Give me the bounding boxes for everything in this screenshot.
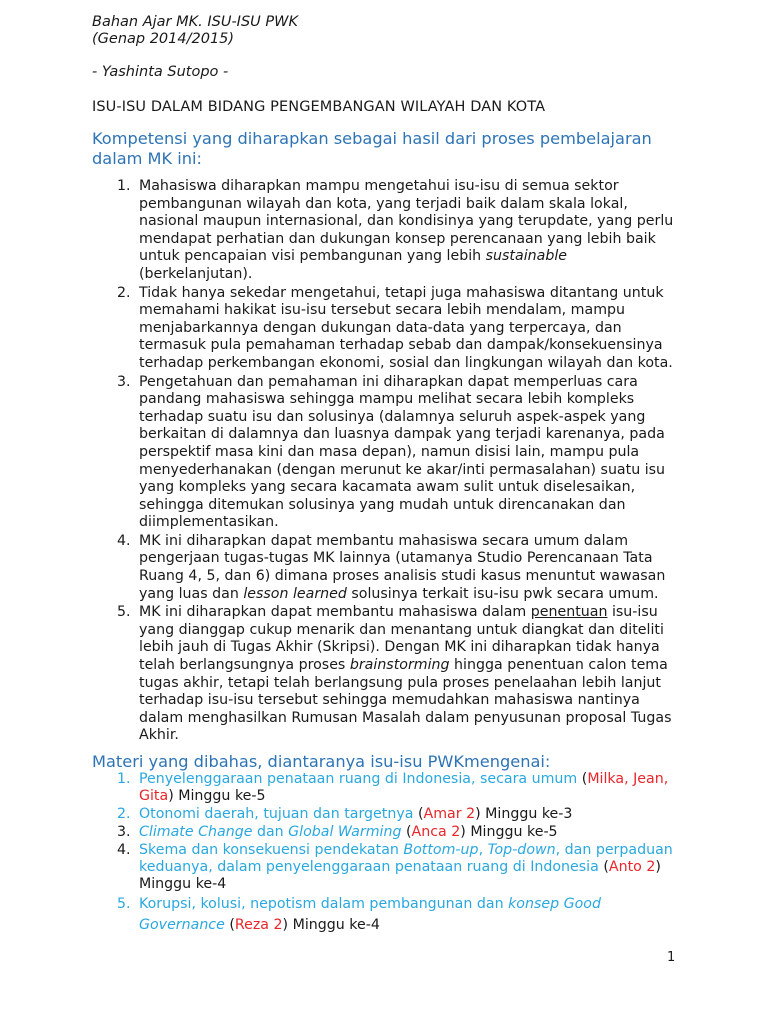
list-number: 1. <box>117 178 131 194</box>
presenter-names: Reza 2 <box>234 917 283 934</box>
list-number: 1. <box>117 771 131 787</box>
topic-text-italic: Top-down <box>487 841 556 858</box>
list-item <box>92 533 684 603</box>
item-text-italic: brainstorming <box>349 657 450 674</box>
topic-text-italic: Global Warming <box>288 823 402 840</box>
item-text: (berkelanjutan). <box>139 265 253 282</box>
document-title: ISU-ISU DALAM BIDANG PENGEMBANGAN WILAYAH DAN KOTA <box>92 99 546 115</box>
header-semester: (Genap 2014/2015) <box>92 31 235 47</box>
list-item: 3. Climate Change dan Global Warming (Anca 2) Minggu ke-5 <box>117 823 558 840</box>
item-text: Mahasiswa diharapkan mampu mengetahui isu-isu di semua sektor pembangunan wilayah dan kota, yang terjadi baik dalam skala lokal, nasional maupun internasional, dan kondisinya yang terupdate, yang perlu mendapat perhatian dan dukungan konsep perencanaan yang lebih baik untuk pencapaian visi pembangunan yang lebih <box>139 178 674 265</box>
list-item <box>92 285 684 373</box>
topic-text-italic: konsep Good Governance <box>139 895 601 934</box>
header-course: Bahan Ajar MK. ISU-ISU PWK <box>92 14 298 30</box>
item-text: Tidak hanya sekedar mengetahui, tetapi juga mahasiswa ditantang untuk memahami hakikat isu-isu tersebut secara lebih mendalam, mampu menjabarkannya dengan dukungan data-data yang terpercaya, dan termasuk pula pemahaman terhadap sebab dan dampak/konsekuensinya terhadap perkembangan ekonomi, sosial dan lingkungan wilayah dan kota. <box>139 284 673 371</box>
week-text: Minggu ke-5 <box>178 788 266 805</box>
week-text: Minggu ke-4 <box>139 876 227 892</box>
list-item <box>92 374 684 532</box>
item-text-underlined: penentuan <box>530 604 608 621</box>
list-item: 2. Otonomi daerah, tujuan dan targetnya (Amar 2) Minggu ke-3 <box>117 806 573 822</box>
materi-list <box>92 771 684 937</box>
topic-text: Korupsi, kolusi, nepotism dalam pembangunan dan <box>139 895 509 912</box>
kompetensi-heading: Kompetensi yang diharapkan sebagai hasil dari proses pembelajaran dalam MK ini: <box>92 129 652 168</box>
list-item <box>92 604 684 745</box>
presenter-names: Anto 2 <box>608 858 656 875</box>
list-number: 2. <box>117 284 131 301</box>
week-text: Minggu ke-5 <box>470 823 558 840</box>
list-number: 4. <box>117 841 131 858</box>
topic-text-italic: Bottom-up <box>403 841 479 858</box>
topic-text: Otonomi daerah, tujuan dan targetnya <box>139 806 414 822</box>
list-number: 3. <box>117 823 131 840</box>
list-item: 1. Penyelenggaraan penataan ruang di Indonesia, secara umum (Milka, Jean, Gita) Minggu ke-5 <box>117 771 669 805</box>
topic-text: , dan perpaduan keduanya, dalam penyelenggaraan penataan ruang di Indonesia <box>139 841 673 875</box>
kompetensi-list <box>92 178 684 746</box>
presenter-names: Amar 2 <box>423 806 476 822</box>
topic-text: Penyelenggaraan penataan ruang di Indonesia, secara umum <box>139 771 578 787</box>
presenter-names: Milka, Jean, Gita <box>139 771 669 805</box>
item-text: isu-isu yang dianggap cukup menarik dan menantang untuk diangkat dan diteliti lebih jauh di Tugas Akhir (Skripsi). Dengan MK ini diharapkan tidak hanya telah berlangsungnya proses <box>139 604 664 674</box>
week-text: Minggu ke-4 <box>292 917 380 934</box>
item-text: MK ini diharapkan dapat membantu mahasiswa secara umum dalam pengerjaan tugas-tugas MK lainnya (utamanya Studio Perencanaan Tata Ruang 4, 5, dan 6) dimana proses analisis studi kasus menuntut wawasan yang luas dan <box>139 532 666 602</box>
list-number: 2. <box>117 806 131 822</box>
list-item <box>92 178 684 284</box>
list-number: 4. <box>117 532 131 549</box>
topic-separator: , <box>478 841 488 858</box>
topic-text: dan <box>252 823 289 840</box>
page-number: 1 <box>667 950 676 965</box>
item-text-italic: sustainable <box>485 248 567 265</box>
presenter-names: Anca 2 <box>411 823 461 840</box>
week-text: Minggu ke-3 <box>485 806 573 822</box>
item-text: hingga penentuan calon tema tugas akhir, tetapi telah berlangsung pula proses penelaahan lebih lanjut terhadap isu-isu tersebut sehingga memudahkan mahasiswa nantinya dalam menghasilkan Rumusan Masalah dalam penyusunan proposal Tugas Akhir. <box>139 657 672 744</box>
list-number: 5. <box>117 895 131 912</box>
list-item: 4. Skema dan konsekuensi pendekatan Bottom-up, Top-down, dan perpaduan keduanya, dalam penyelenggaraan penataan ruang di Indonesia (Anto 2) Minggu ke-4 <box>117 841 673 892</box>
item-text-italic: lesson learned <box>243 585 347 602</box>
header-author: - Yashinta Sutopo - <box>92 64 229 80</box>
item-text: MK ini diharapkan dapat membantu mahasiswa dalam <box>139 604 531 621</box>
list-number: 3. <box>117 373 131 390</box>
item-text: Pengetahuan dan pemahaman ini diharapkan dapat memperluas cara pandang mahasiswa sehingga mampu melihat secara lebih kompleks terhadap suatu isu dan solusinya (dalamnya seluruh aspek-aspek yang berkaitan di dalamnya dan luasnya dampak yang terjadi karenanya, pada perspektif masa kini dan masa depan), namun disisi lain, mampu pula menyederhanakan (dengan merunut ke akar/inti permasalahan) suatu isu yang kompleks yang secara kacamata awam sulit untuk diselesaikan, sehingga ditemukan solusinya yang mudah untuk direncanakan dan diimplementasikan. <box>139 373 666 531</box>
list-number: 5. <box>117 604 131 621</box>
materi-heading: Materi yang dibahas, diantaranya isu-isu PWKmengenai: <box>92 752 551 771</box>
list-item: 5. Korupsi, kolusi, nepotism dalam pembangunan dan konsep Good Governance (Reza 2) Minggu ke-4 <box>117 895 601 934</box>
topic-text-italic: Climate Change <box>139 823 253 840</box>
topic-text: Skema dan konsekuensi pendekatan <box>139 841 404 858</box>
item-text: solusinya terkait isu-isu pwk secara umum. <box>346 585 659 602</box>
